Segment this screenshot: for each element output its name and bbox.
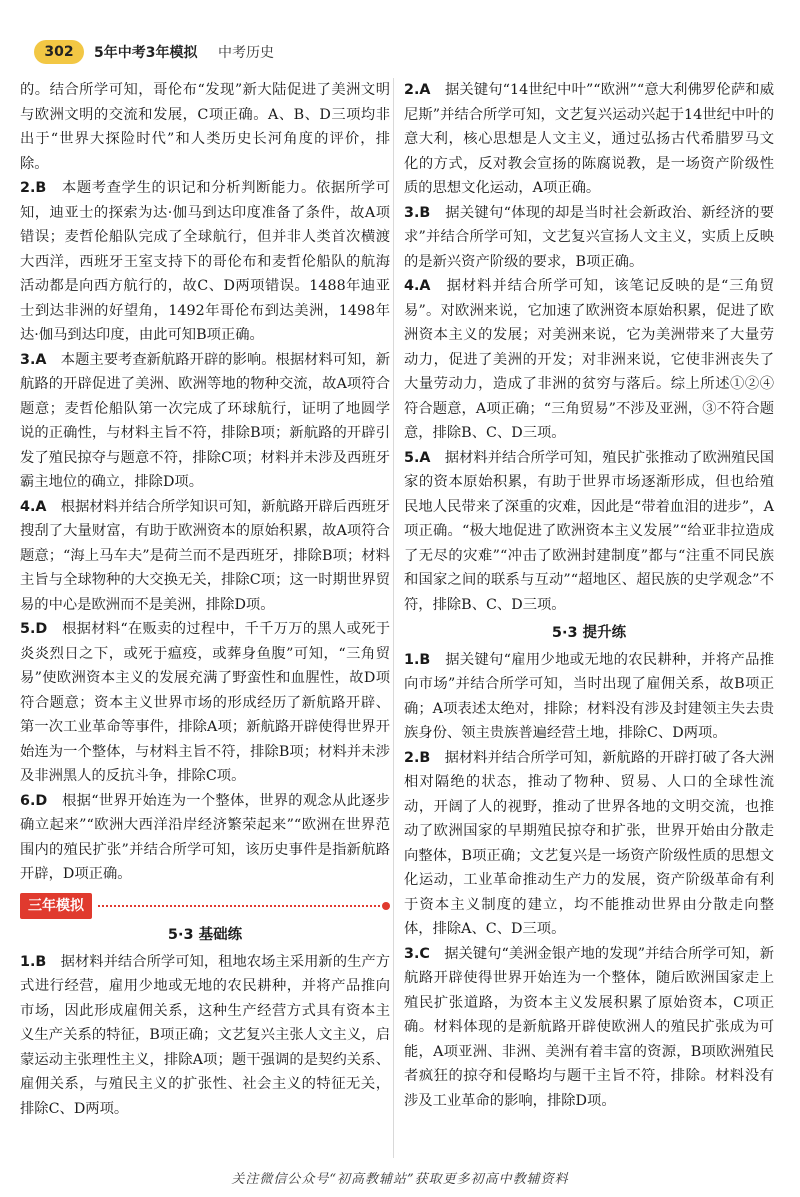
answer-item: 的。结合所学可知，哥伦布“发现”新大陆促进了美洲文明与欧洲文明的交流和发展，C项正确。A、B、D三项均非出于“世界大探险时代”和人类历史长河角度的评价，排除。 bbox=[20, 82, 390, 172]
banner-dotted-line bbox=[98, 905, 380, 907]
answer-item: 2.A 据关键句“14世纪中叶”“欧洲”“意大利佛罗伦萨和威尼斯”并结合所学可知，文艺复兴运动兴起于14世纪中叶的意大利，核心思想是人文主义，通过弘扬古代希腊罗马文化的方式，反对教会宣扬的陈腐说教，是一场资产阶级性质的思想文化运动，A项正确。 bbox=[404, 82, 774, 196]
answer-item: 4.A 根据材料并结合所学知识可知，新航路开辟后西班牙搜刮了大量财富，有助于欧洲资本的原始积累，故A项符合题意；“海上马车夫”是荷兰而不是西班牙，排除B项；材料主旨与全球物种的大交换无关，排除C项；这一时期世界贸易的中心是欧洲而不是美洲，排除D项。 bbox=[20, 498, 391, 613]
footer-note: 关注微信公众号“初高教辅站”获取更多初高中教辅资料 bbox=[231, 1172, 569, 1187]
answer-item: 5.D 根据材料“在贩卖的过程中，千千万万的黑人或死于炎炎烈日之下，或死于瘟疫，或葬身鱼腹”可知，“三角贸易”使欧洲资本主义的发展充满了野蛮性和血腥性，故D项符合题意；资本主义世界市场的形成经历了新航路开辟、第一次工业革命等事件，排除A项；新航路开辟使得世界开始连为一个整体，与材料主旨不符，排除B项；材料并未涉及非洲黑人的反抗斗争，排除C项。 bbox=[20, 621, 391, 784]
section-banner bbox=[20, 893, 390, 920]
banner-dot-icon bbox=[382, 902, 390, 910]
answer-item: 4.A 据材料并结合所学可知，该笔记反映的是“三角贸易”。对欧洲来说，它加速了欧洲资本原始积累，促进了欧洲资本主义的发展；对美洲来说，它为美洲带来了大量劳动力，促进了美洲的开发；对非洲来说，它使非洲丧失了大量劳动力，造成了非洲的贫穷与落后。综上所述①②④符合题意，A项正确；“三角贸易”不涉及亚洲，③不符合题意，排除B、C、D三项。 bbox=[404, 278, 774, 441]
section-subheading: 5·3 提升练 bbox=[551, 625, 627, 641]
answer-item: 3.C 据关键句“美洲金银产地的发现”并结合所学可知，新航路开辟使得世界开始连为一个整体，随后欧洲国家走上殖民扩张道路，为资本主义发展积累了原始资本，C项正确。材料体现的是新航路开辟使欧洲人的殖民扩张成为可能，A项亚洲、非洲、美洲有着丰富的资源，B项欧洲殖民者疯狂的掠夺和侵略均与题干主旨不符，排除。材料没有涉及工业革命的影响，排除D项。 bbox=[404, 945, 774, 1109]
right-column bbox=[404, 78, 774, 1113]
section-subheading: 5·3 基础练 bbox=[167, 927, 243, 943]
answer-item: 1.B 据材料并结合所学可知，租地农场主采用新的生产方式进行经营，雇用少地或无地的农民耕种，并将产品推向市场，因此形成雇佣关系，这种生产经营方式具有资本主义生产关系的特征，B项正确；文艺复兴主张人文主义，启蒙运动主张理性主义，排除A项；题干强调的是契约关系、雇佣关系，与殖民主义的扩张性、社会主义的特征无关，排除C、D两项。 bbox=[20, 953, 391, 1117]
book-title: 5年中考3年模拟 bbox=[94, 45, 198, 61]
column-divider bbox=[393, 78, 394, 1158]
answer-item: 3.B 据关键句“体现的却是当时社会新政治、新经济的要求”并结合所学可知，文艺复兴宣扬人文主义，实质上反映的是新兴资产阶级的要求，B项正确。 bbox=[404, 204, 775, 270]
answer-item: 1.B 据关键句“雇用少地或无地的农民耕种，并将产品推向市场”并结合所学可知，当时出现了雇佣关系，故B项正确；A项表述太绝对，排除；材料没有涉及封建领主失去贵族身份、领主贵族普遍经营土地，排除C、D两项。 bbox=[404, 651, 775, 741]
section-banner-label: 三年模拟 bbox=[20, 893, 92, 920]
answer-item: 6.D 根据“世界开始连为一个整体，世界的观念从此逐步确立起来”“欧洲大西洋沿岸经济繁荣起来”“欧洲在世界范围内的殖民扩张”并结合所学可知，该历史事件是指新航路开辟，D项正确。 bbox=[20, 792, 391, 882]
answer-item: 3.A 本题主要考查新航路开辟的影响。根据材料可知，新航路的开辟促进了美洲、欧洲等地的物种交流，故A项符合题意；麦哲伦船队第一次完成了环球航行，证明了地圆学说的正确性，与材料主旨不符，排除B项；新航路的开辟引发了殖民掠夺与题意不符，排除C项；材料并未涉及西班牙霸主地位的确立，排除D项。 bbox=[20, 351, 391, 490]
answer-item: 2.B 本题考查学生的识记和分析判断能力。依据所学可知，迪亚士的探索为达·伽马到达印度准备了条件，故A项错误；麦哲伦船队完成了全球航行，但并非人类首次横渡大西洋，西班牙王室支持下的哥伦布和麦哲伦船队的航海活动都是向西方航行的，故C、D两项错误。1488年迪亚士到达非洲的好望角，1492年哥伦布到达美洲，1498年达·伽马到达印度，由此可知B项正确。 bbox=[20, 180, 390, 343]
subject-label: 中考历史 bbox=[218, 45, 274, 61]
answer-item: 5.A 据材料并结合所学可知，殖民扩张推动了欧洲殖民国家的资本原始积累，有助于世界市场逐渐形成，但也给殖民地人民带来了深重的灾难，因此是“带着血泪的进步”，A项正确。“极大地促进了欧洲资本主义发展”“给亚非拉造成了无尽的灾难”“冲击了欧洲封建制度”都与“注重不同民族和国家之间的联系与互动”“超地区、超民族的史学观念”不符，排除B、C、D三项。 bbox=[404, 449, 775, 613]
answer-item: 2.B 据材料并结合所学可知，新航路的开辟打破了各大洲相对隔绝的状态，推动了物种、贸易、人口的全球性流动，开阔了人的视野，推动了世界各地的文明交流，也推动了欧洲国家的早期殖民掠夺和扩张，世界开始由分散走向整体，B项正确；文艺复兴是一场资产阶级性质的思想文化运动，工业革命推动生产力的发展，资产阶级革命有利于资本主义制度的建立，均不能推动世界由分散走向整体，排除A、C、D三项。 bbox=[404, 749, 775, 937]
page-header bbox=[18, 34, 782, 70]
page-number: 302 bbox=[34, 40, 84, 64]
left-column bbox=[20, 78, 390, 1121]
